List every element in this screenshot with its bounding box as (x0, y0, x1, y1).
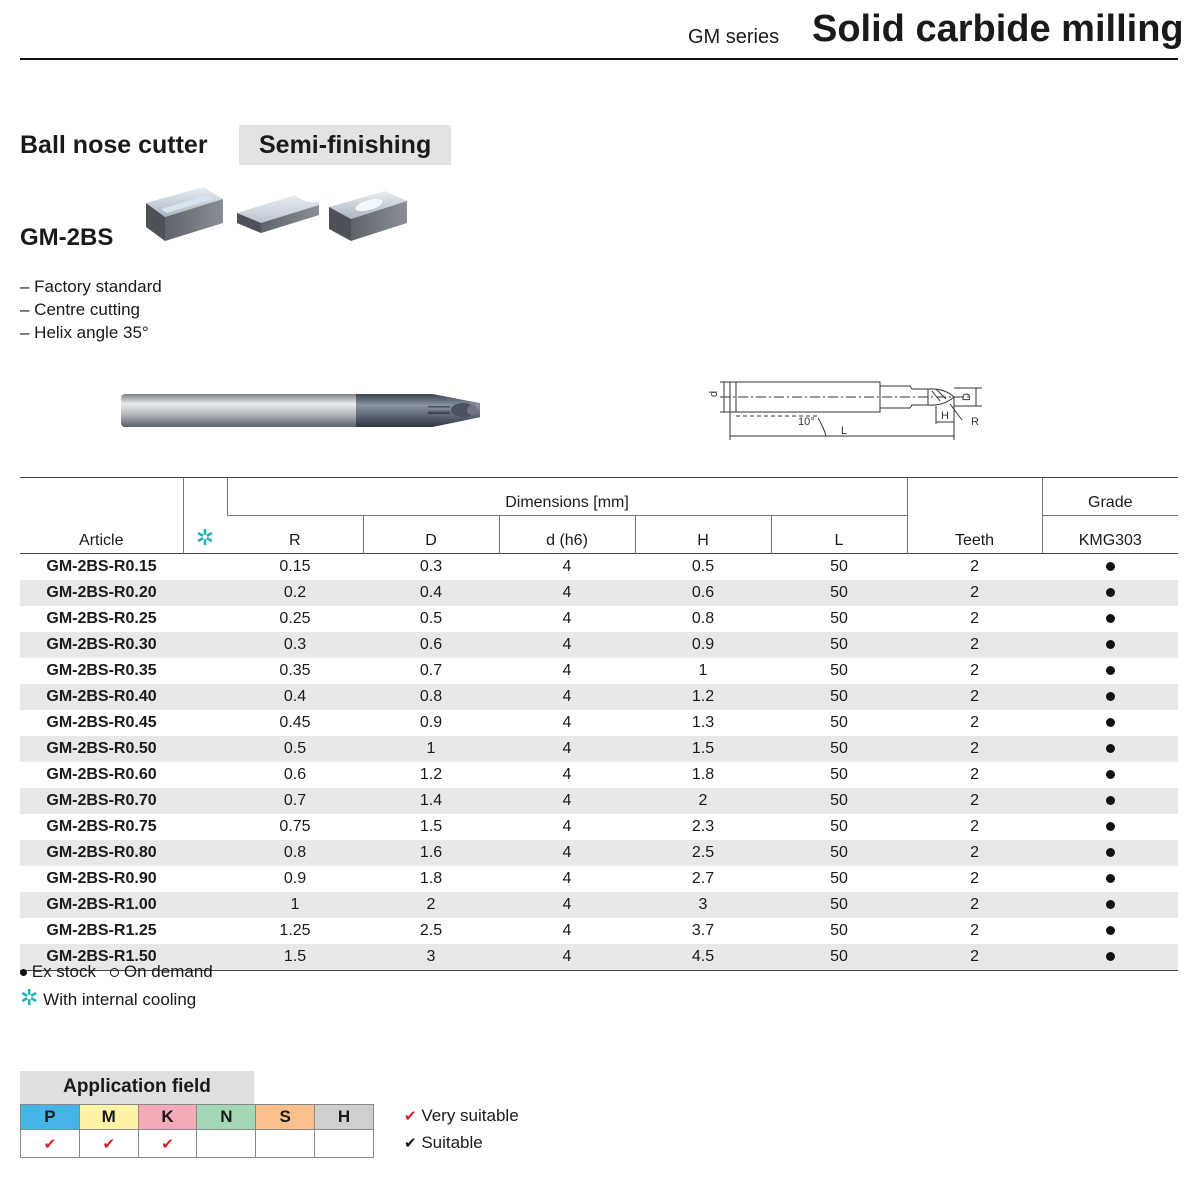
shank-cell: 4 (499, 944, 635, 971)
header-divider (20, 58, 1178, 60)
shank-cell: 4 (562, 610, 572, 627)
r-cell: 0.5 (227, 736, 363, 762)
grade-cell (1042, 554, 1178, 581)
technical-drawing (700, 376, 990, 444)
r-cell: 1 (227, 892, 363, 918)
cooling-cell (183, 710, 227, 736)
r-cell: 0.3 (227, 632, 363, 658)
grade-cell (1042, 710, 1178, 736)
h-cell: 2 (635, 788, 771, 814)
r-cell: 0.9 (283, 870, 307, 887)
col-header-d: d (h6) (499, 516, 635, 554)
cooling-cell (183, 892, 227, 918)
spec-table (20, 477, 1178, 971)
r-cell: 1.5 (227, 944, 363, 971)
table-row (20, 892, 1178, 918)
d-cell: 2.5 (419, 922, 443, 939)
h-cell: 0.9 (635, 632, 771, 658)
teeth-cell: 2 (970, 714, 979, 731)
table-row (20, 658, 1178, 684)
teeth-cell: 2 (907, 840, 1042, 866)
grade-cell (1042, 658, 1178, 684)
feature-item: – Factory standard (20, 277, 162, 296)
cooling-icon: ✲ (20, 985, 39, 1010)
table-row (20, 684, 1178, 710)
grade-cell (1042, 892, 1178, 918)
teeth-cell: 2 (907, 892, 1042, 918)
ex-stock-dot-icon (1106, 666, 1115, 675)
grade-cell (1042, 866, 1178, 892)
l-cell: 50 (830, 662, 848, 679)
red-check-icon: ✔ (102, 1135, 116, 1153)
r-cell: 0.25 (279, 610, 311, 627)
col-header-H: H (635, 516, 771, 554)
article-cell: GM-2BS-R0.35 (46, 662, 157, 679)
col-header-teeth: Teeth (907, 478, 1042, 554)
drawing-label-D: D (961, 393, 973, 401)
shank-cell: 4 (499, 892, 635, 918)
d-cell: 0.8 (363, 684, 499, 710)
article-cell: GM-2BS-R0.90 (46, 870, 157, 887)
material-h: H (315, 1105, 374, 1130)
contour-workpiece-icon (237, 195, 319, 233)
h-cell: 2.3 (691, 818, 715, 835)
l-cell: 50 (771, 788, 907, 814)
cooling-cell (183, 788, 227, 814)
stock-legend (20, 962, 213, 982)
cooling-legend (20, 985, 197, 1010)
cooling-cell (183, 814, 227, 840)
article-cell: GM-2BS-R0.15 (46, 558, 157, 575)
grade-cell (1042, 762, 1178, 788)
black-check-icon: ✔ (404, 1135, 417, 1152)
h-cell: 1 (698, 662, 708, 679)
h-cell: 1.5 (635, 736, 771, 762)
col-header-D: D (363, 516, 499, 554)
d-cell: 0.7 (419, 662, 443, 679)
ex-stock-dot-icon (1106, 718, 1115, 727)
shank-cell: 4 (499, 684, 635, 710)
table-row (20, 866, 1178, 892)
ex-stock-dot-icon (20, 969, 27, 976)
r-cell: 0.6 (283, 766, 307, 783)
col-header-grade: Grade (1042, 478, 1178, 516)
cooling-cell (183, 918, 227, 944)
ex-stock-dot-icon (1106, 614, 1115, 623)
article-cell: GM-2BS-R1.25 (46, 922, 157, 939)
slot-workpiece-icon (146, 187, 223, 241)
series-label: GM series (688, 26, 780, 48)
material-n: N (197, 1105, 256, 1130)
material-rating-m (79, 1130, 138, 1158)
product-type: Ball nose cutter (20, 131, 208, 159)
r-cell: 0.75 (279, 818, 311, 835)
table-row (20, 814, 1178, 840)
d-cell: 1.2 (419, 766, 443, 783)
teeth-cell: 2 (970, 662, 979, 679)
cooling-cell (183, 866, 227, 892)
ex-stock-dot-icon (1106, 692, 1115, 701)
teeth-cell: 2 (907, 684, 1042, 710)
l-cell: 50 (830, 714, 848, 731)
d-cell: 3 (363, 944, 499, 971)
article-cell: GM-2BS-R0.45 (46, 714, 157, 731)
shank-cell: 4 (562, 818, 572, 835)
col-header-L: L (771, 516, 907, 554)
material-rating-h (315, 1130, 374, 1158)
ex-stock-dot-icon (1106, 952, 1115, 961)
h-cell: 0.6 (635, 580, 771, 606)
material-rating-s (256, 1130, 315, 1158)
grade-cell (1042, 580, 1178, 606)
on-demand-circle-icon (110, 968, 119, 977)
table-row (20, 840, 1178, 866)
model-code: GM-2BS (20, 224, 114, 251)
h-cell: 1.3 (691, 714, 715, 731)
table-row (20, 632, 1178, 658)
ex-stock-dot-icon (1106, 744, 1115, 753)
teeth-cell: 2 (907, 944, 1042, 971)
shank-cell: 4 (499, 840, 635, 866)
l-cell: 50 (830, 766, 848, 783)
grade-cell (1042, 684, 1178, 710)
drawing-label-R: R (971, 416, 979, 428)
d-cell: 0.3 (419, 558, 443, 575)
ex-stock-dot-icon (1106, 900, 1115, 909)
cooling-label: With internal cooling (43, 990, 197, 1009)
cooling-cell (183, 632, 227, 658)
tool-photo (118, 388, 480, 432)
article-cell: GM-2BS-R0.75 (46, 818, 157, 835)
d-cell: 0.4 (363, 580, 499, 606)
r-cell: 0.8 (227, 840, 363, 866)
ex-stock-dot-icon (1106, 588, 1115, 597)
suitable-label: Suitable (421, 1133, 483, 1152)
article-cell: GM-2BS-R1.50 (20, 944, 183, 971)
article-cell: GM-2BS-R0.80 (20, 840, 183, 866)
l-cell: 50 (830, 922, 848, 939)
r-cell: 0.15 (279, 558, 311, 575)
shank-cell: 4 (499, 580, 635, 606)
article-cell: GM-2BS-R0.30 (20, 632, 183, 658)
h-cell: 1.8 (691, 766, 715, 783)
table-row (20, 554, 1178, 581)
r-cell: 0.7 (227, 788, 363, 814)
article-cell: GM-2BS-R0.20 (20, 580, 183, 606)
d-cell: 0.6 (363, 632, 499, 658)
r-cell: 0.4 (227, 684, 363, 710)
very-suitable-label: Very suitable (421, 1106, 519, 1125)
grade-cell (1042, 840, 1178, 866)
article-cell: GM-2BS-R0.60 (46, 766, 157, 783)
red-check-icon: ✔ (404, 1108, 417, 1125)
material-s: S (256, 1105, 315, 1130)
l-cell: 50 (830, 870, 848, 887)
l-cell: 50 (771, 632, 907, 658)
shank-cell: 4 (562, 662, 572, 679)
shank-cell: 4 (562, 714, 572, 731)
application-grid (20, 1104, 374, 1158)
d-cell: 1.5 (419, 818, 443, 835)
cooling-cell (183, 762, 227, 788)
material-p: P (21, 1105, 80, 1130)
pocket-workpiece-icon (329, 191, 407, 241)
table-row (20, 788, 1178, 814)
article-cell: GM-2BS-R0.25 (46, 610, 157, 627)
on-demand-label: On demand (123, 962, 213, 981)
teeth-cell: 2 (907, 632, 1042, 658)
red-check-icon: ✔ (161, 1135, 174, 1153)
material-rating-n (197, 1130, 256, 1158)
table-row (20, 710, 1178, 736)
r-cell: 0.2 (227, 580, 363, 606)
col-header-article: Article (20, 478, 183, 554)
d-cell: 0.5 (419, 610, 443, 627)
shank-cell: 4 (499, 632, 635, 658)
grade-cell (1042, 788, 1178, 814)
drawing-label-angle: 10° (798, 416, 815, 428)
l-cell: 50 (830, 558, 848, 575)
drawing-label-L: L (841, 425, 848, 437)
feature-item: – Centre cutting (20, 300, 141, 319)
article-cell: GM-2BS-R1.00 (20, 892, 183, 918)
l-cell: 50 (830, 818, 848, 835)
cooling-cell (183, 554, 227, 581)
d-cell: 1.8 (419, 870, 443, 887)
table-row (20, 918, 1178, 944)
ex-stock-dot-icon (1106, 796, 1115, 805)
l-cell: 50 (830, 610, 848, 627)
l-cell: 50 (771, 944, 907, 971)
ex-stock-dot-icon (1106, 640, 1115, 649)
grade-cell (1042, 814, 1178, 840)
shank-cell: 4 (562, 922, 572, 939)
col-header-dimensions: Dimensions [mm] (227, 478, 907, 516)
teeth-cell: 2 (970, 610, 979, 627)
teeth-cell: 2 (907, 788, 1042, 814)
d-cell: 1.6 (363, 840, 499, 866)
cooling-cell (183, 684, 227, 710)
red-check-icon: ✔ (43, 1135, 57, 1153)
grade-cell (1042, 736, 1178, 762)
article-cell: GM-2BS-R0.50 (20, 736, 183, 762)
cooling-icon: ✲ (195, 525, 215, 550)
material-m: M (79, 1105, 138, 1130)
shank-cell: 4 (499, 788, 635, 814)
cooling-cell (183, 606, 227, 632)
l-cell: 50 (771, 736, 907, 762)
h-cell: 0.8 (691, 610, 715, 627)
shank-cell: 4 (499, 736, 635, 762)
col-header-grade-name: KMG303 (1042, 516, 1178, 554)
h-cell: 2.7 (691, 870, 715, 887)
shank-cell: 4 (562, 766, 572, 783)
teeth-cell: 2 (970, 922, 979, 939)
ex-stock-label: Ex stock (31, 962, 96, 981)
ex-stock-dot-icon (1106, 770, 1115, 779)
teeth-cell: 2 (907, 580, 1042, 606)
very-suitable-legend (404, 1106, 519, 1126)
table-row (20, 606, 1178, 632)
l-cell: 50 (771, 684, 907, 710)
l-cell: 50 (771, 580, 907, 606)
d-cell: 0.9 (419, 714, 443, 731)
h-cell: 3 (635, 892, 771, 918)
grade-cell (1042, 606, 1178, 632)
r-cell: 0.35 (279, 662, 311, 679)
d-cell: 1.4 (363, 788, 499, 814)
teeth-cell: 2 (970, 766, 979, 783)
r-cell: 1.25 (279, 922, 311, 939)
application-title: Application field (63, 1076, 211, 1097)
material-k: K (138, 1105, 197, 1130)
ex-stock-dot-icon (1106, 848, 1115, 857)
teeth-cell: 2 (907, 736, 1042, 762)
material-rating-p (21, 1130, 80, 1158)
article-cell: GM-2BS-R0.40 (20, 684, 183, 710)
l-cell: 50 (771, 892, 907, 918)
r-cell: 0.45 (279, 714, 311, 731)
suitable-legend (404, 1133, 483, 1153)
drawing-label-d: d (708, 390, 720, 397)
ex-stock-dot-icon (1106, 874, 1115, 883)
page-title: Solid carbide milling (812, 8, 1184, 50)
table-row (20, 762, 1178, 788)
h-cell: 2.5 (635, 840, 771, 866)
cooling-cell (183, 840, 227, 866)
table-row (20, 580, 1178, 606)
h-cell: 3.7 (691, 922, 715, 939)
teeth-cell: 2 (970, 558, 979, 575)
teeth-cell: 2 (970, 818, 979, 835)
grade-cell (1042, 944, 1178, 971)
l-cell: 50 (771, 840, 907, 866)
h-cell: 1.2 (635, 684, 771, 710)
article-cell: GM-2BS-R0.70 (20, 788, 183, 814)
workpiece-icons (143, 183, 413, 245)
table-row (20, 736, 1178, 762)
teeth-cell: 2 (970, 870, 979, 887)
cooling-cell (183, 736, 227, 762)
col-header-R: R (227, 516, 363, 554)
cooling-cell (183, 580, 227, 606)
drawing-label-H: H (941, 410, 949, 422)
shank-cell: 4 (562, 870, 572, 887)
ex-stock-dot-icon (1106, 926, 1115, 935)
material-rating-k (138, 1130, 197, 1158)
h-cell: 4.5 (635, 944, 771, 971)
finish-label: Semi-finishing (259, 131, 432, 159)
ex-stock-dot-icon (1106, 562, 1115, 571)
ex-stock-dot-icon (1106, 822, 1115, 831)
cooling-cell (183, 658, 227, 684)
shank-cell: 4 (562, 558, 572, 575)
h-cell: 0.5 (691, 558, 715, 575)
d-cell: 2 (363, 892, 499, 918)
grade-cell (1042, 632, 1178, 658)
d-cell: 1 (363, 736, 499, 762)
feature-item: – Helix angle 35° (20, 323, 149, 342)
grade-cell (1042, 918, 1178, 944)
col-header-cooling (183, 478, 227, 554)
